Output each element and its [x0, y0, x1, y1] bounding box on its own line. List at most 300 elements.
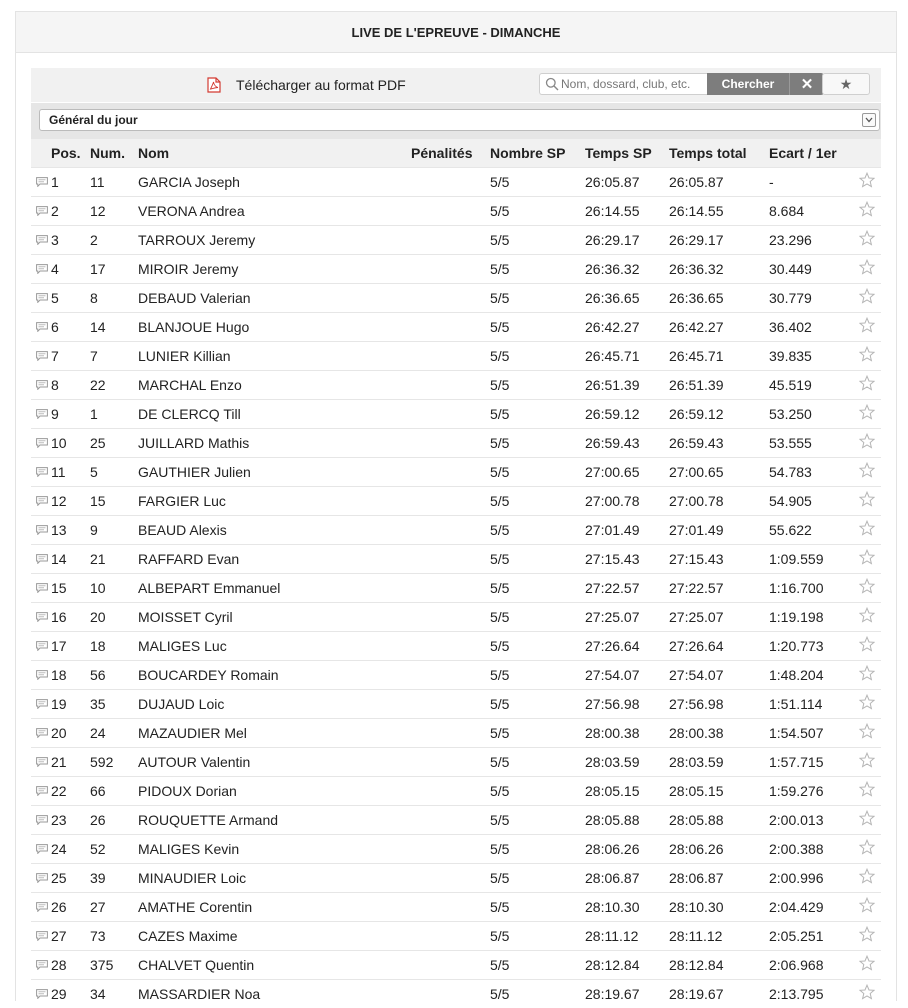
- table-row[interactable]: [31, 950, 881, 979]
- sp-time-cell: 26:05.87: [585, 167, 669, 196]
- favorite-cell: [859, 863, 881, 892]
- bib-cell: 12: [90, 196, 138, 225]
- comment-icon-cell: [31, 776, 51, 805]
- comment-icon-cell: [31, 950, 51, 979]
- comment-icon[interactable]: [36, 986, 48, 996]
- rank-cell: 12: [51, 486, 90, 515]
- comment-icon[interactable]: [36, 464, 48, 474]
- rider-name-cell: GARCIA Joseph: [138, 167, 411, 196]
- table-row[interactable]: [31, 921, 881, 950]
- sp-time-cell: 27:54.07: [585, 660, 669, 689]
- total-time-cell: 28:10.30: [669, 892, 769, 921]
- col-num: Num.: [90, 144, 125, 161]
- total-time-cell: 26:36.32: [669, 254, 769, 283]
- sp-count-cell: 5/5: [490, 457, 585, 486]
- table-row[interactable]: [31, 834, 881, 863]
- total-time-cell: 26:59.12: [669, 399, 769, 428]
- rider-name-cell: MASSARDIER Noa: [138, 979, 411, 1008]
- rider-name-cell: MOISSET Cyril: [138, 602, 411, 631]
- sp-time-cell: 27:15.43: [585, 544, 669, 573]
- bib-cell: 66: [90, 776, 138, 805]
- comment-icon[interactable]: [36, 899, 48, 909]
- favorite-cell: [859, 979, 881, 1008]
- comment-icon[interactable]: [36, 493, 48, 503]
- star-icon[interactable]: [859, 810, 875, 826]
- star-icon[interactable]: [859, 694, 875, 710]
- comment-icon[interactable]: [36, 638, 48, 648]
- sp-time-cell: 27:01.49: [585, 515, 669, 544]
- star-icon[interactable]: [859, 781, 875, 797]
- comment-icon[interactable]: [36, 290, 48, 300]
- favorite-cell: [859, 689, 881, 718]
- star-icon[interactable]: [859, 230, 875, 246]
- star-icon[interactable]: [859, 723, 875, 739]
- total-time-cell: 27:25.07: [669, 602, 769, 631]
- sp-count-cell: 5/5: [490, 834, 585, 863]
- bib-cell: 20: [90, 602, 138, 631]
- rank-cell: 14: [51, 544, 90, 573]
- table-row[interactable]: [31, 573, 881, 602]
- favorites-button[interactable]: [822, 73, 870, 95]
- star-icon[interactable]: [859, 665, 875, 681]
- sp-time-cell: 26:36.32: [585, 254, 669, 283]
- sp-count-cell: 5/5: [490, 544, 585, 573]
- col-total-time: Temps total: [669, 144, 747, 161]
- comment-icon[interactable]: [36, 232, 48, 242]
- rider-name-cell: CAZES Maxime: [138, 921, 411, 950]
- table-row[interactable]: [31, 457, 881, 486]
- gap-cell: 39.835: [769, 341, 859, 370]
- comment-icon[interactable]: [36, 841, 48, 851]
- favorite-cell: [859, 573, 881, 602]
- comment-icon[interactable]: [36, 667, 48, 677]
- gap-cell: 2:00.013: [769, 805, 859, 834]
- table-row[interactable]: [31, 167, 881, 196]
- sp-count-cell: 5/5: [490, 689, 585, 718]
- penalties-cell: [411, 747, 490, 776]
- penalties-cell: [411, 950, 490, 979]
- rider-name-cell: ROUQUETTE Armand: [138, 805, 411, 834]
- rider-name-cell: BEAUD Alexis: [138, 515, 411, 544]
- total-time-cell: 28:05.88: [669, 805, 769, 834]
- table-row[interactable]: [31, 283, 881, 312]
- rank-cell: 11: [51, 457, 90, 486]
- rank-cell: 27: [51, 921, 90, 950]
- gap-cell: 1:51.114: [769, 689, 859, 718]
- star-icon[interactable]: [859, 317, 875, 333]
- chevron-down-icon: [862, 113, 876, 127]
- rank-cell: 25: [51, 863, 90, 892]
- favorite-cell: [859, 428, 881, 457]
- bib-cell: 14: [90, 312, 138, 341]
- sp-time-cell: 26:36.65: [585, 283, 669, 312]
- gap-cell: 1:19.198: [769, 602, 859, 631]
- gap-cell: 1:59.276: [769, 776, 859, 805]
- comment-icon[interactable]: [36, 551, 48, 561]
- rank-cell: 15: [51, 573, 90, 602]
- favorite-cell: [859, 805, 881, 834]
- table-row[interactable]: [31, 399, 881, 428]
- penalties-cell: [411, 457, 490, 486]
- table-row[interactable]: [31, 747, 881, 776]
- clear-search-button[interactable]: [789, 73, 824, 95]
- bib-cell: 73: [90, 921, 138, 950]
- total-time-cell: 27:15.43: [669, 544, 769, 573]
- sp-time-cell: 28:11.12: [585, 921, 669, 950]
- table-row[interactable]: [31, 370, 881, 399]
- bib-cell: 52: [90, 834, 138, 863]
- total-time-cell: 26:42.27: [669, 312, 769, 341]
- star-icon[interactable]: [859, 433, 875, 449]
- comment-icon-cell: [31, 979, 51, 1008]
- comment-icon[interactable]: [36, 957, 48, 967]
- star-icon[interactable]: [859, 752, 875, 768]
- penalties-cell: [411, 718, 490, 747]
- star-icon[interactable]: [859, 636, 875, 652]
- table-row[interactable]: [31, 602, 881, 631]
- sp-time-cell: 26:59.12: [585, 399, 669, 428]
- bib-cell: 7: [90, 341, 138, 370]
- gap-cell: 2:06.968: [769, 950, 859, 979]
- comment-icon[interactable]: [36, 174, 48, 184]
- comment-icon[interactable]: [36, 870, 48, 880]
- comment-icon-cell: [31, 196, 51, 225]
- sp-time-cell: 28:06.26: [585, 834, 669, 863]
- sp-count-cell: 5/5: [490, 979, 585, 1008]
- comment-icon-cell: [31, 254, 51, 283]
- gap-cell: 30.779: [769, 283, 859, 312]
- table-row[interactable]: [31, 225, 881, 254]
- rank-cell: 28: [51, 950, 90, 979]
- gap-cell: 2:13.795: [769, 979, 859, 1008]
- star-icon[interactable]: [859, 868, 875, 884]
- favorite-cell: [859, 718, 881, 747]
- sp-count-cell: 5/5: [490, 602, 585, 631]
- star-icon[interactable]: [859, 549, 875, 565]
- sp-count-cell: 5/5: [490, 370, 585, 399]
- total-time-cell: 28:19.67: [669, 979, 769, 1008]
- favorite-cell: [859, 167, 881, 196]
- penalties-cell: [411, 602, 490, 631]
- penalties-cell: [411, 167, 490, 196]
- rider-name-cell: VERONA Andrea: [138, 196, 411, 225]
- penalties-cell: [411, 660, 490, 689]
- total-time-cell: 28:12.84: [669, 950, 769, 979]
- sp-time-cell: 26:14.55: [585, 196, 669, 225]
- penalties-cell: [411, 370, 490, 399]
- favorite-cell: [859, 834, 881, 863]
- star-icon[interactable]: [859, 288, 875, 304]
- gap-cell: -: [769, 167, 859, 196]
- bib-cell: 8: [90, 283, 138, 312]
- penalties-cell: [411, 892, 490, 921]
- star-icon[interactable]: [859, 462, 875, 478]
- total-time-cell: 27:54.07: [669, 660, 769, 689]
- favorite-cell: [859, 196, 881, 225]
- ranking-select[interactable]: [39, 109, 880, 131]
- comment-icon-cell: [31, 457, 51, 486]
- rider-name-cell: CHALVET Quentin: [138, 950, 411, 979]
- comment-icon[interactable]: [36, 580, 48, 590]
- table-row[interactable]: [31, 805, 881, 834]
- sp-time-cell: 28:03.59: [585, 747, 669, 776]
- table-row[interactable]: [31, 486, 881, 515]
- penalties-cell: [411, 834, 490, 863]
- star-icon[interactable]: [859, 259, 875, 275]
- total-time-cell: 26:14.55: [669, 196, 769, 225]
- rank-cell: 10: [51, 428, 90, 457]
- rank-cell: 16: [51, 602, 90, 631]
- gap-cell: 1:54.507: [769, 718, 859, 747]
- rank-cell: 19: [51, 689, 90, 718]
- rider-name-cell: RAFFARD Evan: [138, 544, 411, 573]
- search-group: [539, 73, 824, 95]
- search-input[interactable]: [559, 77, 696, 91]
- star-icon[interactable]: [859, 172, 875, 188]
- sp-time-cell: 27:22.57: [585, 573, 669, 602]
- comment-icon-cell: [31, 892, 51, 921]
- table-row[interactable]: [31, 428, 881, 457]
- comment-icon-cell: [31, 921, 51, 950]
- sp-count-cell: 5/5: [490, 225, 585, 254]
- comment-icon[interactable]: [36, 435, 48, 445]
- comment-icon-cell: [31, 602, 51, 631]
- sp-count-cell: 5/5: [490, 254, 585, 283]
- rank-cell: 26: [51, 892, 90, 921]
- gap-cell: 1:09.559: [769, 544, 859, 573]
- sp-count-cell: 5/5: [490, 747, 585, 776]
- col-fav: [859, 139, 881, 167]
- star-icon[interactable]: [859, 839, 875, 855]
- table-row[interactable]: [31, 196, 881, 225]
- favorite-cell: [859, 515, 881, 544]
- gap-cell: 53.555: [769, 428, 859, 457]
- star-icon[interactable]: [859, 491, 875, 507]
- total-time-cell: 26:05.87: [669, 167, 769, 196]
- comment-icon[interactable]: [36, 377, 48, 387]
- sp-count-cell: 5/5: [490, 399, 585, 428]
- table-row[interactable]: [31, 312, 881, 341]
- star-icon[interactable]: [859, 955, 875, 971]
- comment-icon-cell: [31, 718, 51, 747]
- favorite-cell: [859, 341, 881, 370]
- sp-time-cell: 28:12.84: [585, 950, 669, 979]
- star-icon[interactable]: [859, 520, 875, 536]
- comment-icon[interactable]: [36, 754, 48, 764]
- bib-cell: 375: [90, 950, 138, 979]
- penalties-cell: [411, 399, 490, 428]
- total-time-cell: 26:51.39: [669, 370, 769, 399]
- sp-count-cell: 5/5: [490, 921, 585, 950]
- penalties-cell: [411, 979, 490, 1008]
- gap-cell: 1:16.700: [769, 573, 859, 602]
- star-icon[interactable]: [859, 926, 875, 942]
- sp-time-cell: 27:26.64: [585, 631, 669, 660]
- sp-count-cell: 5/5: [490, 428, 585, 457]
- comment-icon[interactable]: [36, 348, 48, 358]
- bib-cell: 26: [90, 805, 138, 834]
- rider-name-cell: TARROUX Jeremy: [138, 225, 411, 254]
- sp-count-cell: 5/5: [490, 718, 585, 747]
- ranking-select-value: Général du jour: [49, 113, 138, 127]
- sp-time-cell: 26:42.27: [585, 312, 669, 341]
- sp-count-cell: 5/5: [490, 283, 585, 312]
- penalties-cell: [411, 515, 490, 544]
- bib-cell: 1: [90, 399, 138, 428]
- rider-name-cell: ALBEPART Emmanuel: [138, 573, 411, 602]
- comment-icon[interactable]: [36, 812, 48, 822]
- search-icon: [545, 77, 559, 91]
- comment-icon[interactable]: [36, 725, 48, 735]
- rider-name-cell: BLANJOUE Hugo: [138, 312, 411, 341]
- table-row[interactable]: [31, 776, 881, 805]
- table-row[interactable]: [31, 254, 881, 283]
- comment-icon-cell: [31, 689, 51, 718]
- bib-cell: 22: [90, 370, 138, 399]
- rank-cell: 3: [51, 225, 90, 254]
- sp-time-cell: 28:05.88: [585, 805, 669, 834]
- table-row[interactable]: [31, 544, 881, 573]
- close-icon: ✕: [800, 76, 814, 93]
- table-row[interactable]: [31, 863, 881, 892]
- table-row[interactable]: [31, 718, 881, 747]
- toolbar: [31, 68, 881, 102]
- sp-count-cell: 5/5: [490, 486, 585, 515]
- penalties-cell: [411, 776, 490, 805]
- bib-cell: 2: [90, 225, 138, 254]
- star-icon[interactable]: [859, 375, 875, 391]
- rider-name-cell: BOUCARDEY Romain: [138, 660, 411, 689]
- penalties-cell: [411, 921, 490, 950]
- favorite-cell: [859, 921, 881, 950]
- comment-icon[interactable]: [36, 928, 48, 938]
- bib-cell: 10: [90, 573, 138, 602]
- total-time-cell: 27:01.49: [669, 515, 769, 544]
- bib-cell: 592: [90, 747, 138, 776]
- comment-icon-cell: [31, 312, 51, 341]
- comment-icon[interactable]: [36, 696, 48, 706]
- penalties-cell: [411, 486, 490, 515]
- sp-count-cell: 5/5: [490, 776, 585, 805]
- rider-name-cell: MAZAUDIER Mel: [138, 718, 411, 747]
- rank-cell: 2: [51, 196, 90, 225]
- comment-icon-cell: [31, 863, 51, 892]
- sp-time-cell: 27:25.07: [585, 602, 669, 631]
- gap-cell: 2:05.251: [769, 921, 859, 950]
- table-row[interactable]: [31, 660, 881, 689]
- comment-icon-cell: [31, 225, 51, 254]
- favorite-cell: [859, 312, 881, 341]
- favorite-cell: [859, 602, 881, 631]
- rank-cell: 4: [51, 254, 90, 283]
- rider-name-cell: MALIGES Luc: [138, 631, 411, 660]
- penalties-cell: [411, 863, 490, 892]
- sp-count-cell: 5/5: [490, 341, 585, 370]
- sp-time-cell: 26:59.43: [585, 428, 669, 457]
- gap-cell: 2:04.429: [769, 892, 859, 921]
- sp-count-cell: 5/5: [490, 950, 585, 979]
- comment-icon-cell: [31, 341, 51, 370]
- bib-cell: 27: [90, 892, 138, 921]
- sp-time-cell: 27:00.65: [585, 457, 669, 486]
- sp-count-cell: 5/5: [490, 312, 585, 341]
- bib-cell: 18: [90, 631, 138, 660]
- bib-cell: 35: [90, 689, 138, 718]
- comment-icon[interactable]: [36, 261, 48, 271]
- comment-icon-cell: [31, 486, 51, 515]
- favorite-cell: [859, 457, 881, 486]
- comment-icon-cell: [31, 805, 51, 834]
- favorite-cell: [859, 399, 881, 428]
- star-icon[interactable]: [859, 607, 875, 623]
- download-pdf-label: Télécharger au format PDF: [236, 77, 406, 93]
- total-time-cell: 27:26.64: [669, 631, 769, 660]
- table-row[interactable]: [31, 689, 881, 718]
- table-row[interactable]: [31, 341, 881, 370]
- bib-cell: 24: [90, 718, 138, 747]
- star-icon[interactable]: [859, 578, 875, 594]
- sp-time-cell: 26:29.17: [585, 225, 669, 254]
- rank-cell: 6: [51, 312, 90, 341]
- sp-count-cell: 5/5: [490, 863, 585, 892]
- rank-cell: 20: [51, 718, 90, 747]
- gap-cell: 54.905: [769, 486, 859, 515]
- comment-icon[interactable]: [36, 783, 48, 793]
- total-time-cell: 27:22.57: [669, 573, 769, 602]
- col-pos: Pos.: [51, 144, 81, 161]
- sp-count-cell: 5/5: [490, 892, 585, 921]
- sp-time-cell: 26:45.71: [585, 341, 669, 370]
- rank-cell: 29: [51, 979, 90, 1008]
- star-icon[interactable]: [859, 984, 875, 1000]
- star-icon[interactable]: [859, 346, 875, 362]
- comment-icon[interactable]: [36, 522, 48, 532]
- search-button[interactable]: Chercher: [707, 73, 789, 95]
- star-icon[interactable]: [859, 404, 875, 420]
- download-pdf-link[interactable]: [207, 76, 406, 94]
- comment-icon[interactable]: [36, 406, 48, 416]
- filter-bar: [31, 103, 881, 139]
- table-row[interactable]: [31, 892, 881, 921]
- sp-time-cell: 28:06.87: [585, 863, 669, 892]
- comment-icon[interactable]: [36, 319, 48, 329]
- sp-count-cell: 5/5: [490, 660, 585, 689]
- table-row[interactable]: [31, 979, 881, 1008]
- table-row[interactable]: [31, 631, 881, 660]
- sp-count-cell: 5/5: [490, 167, 585, 196]
- comment-icon-cell: [31, 834, 51, 863]
- bib-cell: 34: [90, 979, 138, 1008]
- penalties-cell: [411, 428, 490, 457]
- star-icon[interactable]: [859, 897, 875, 913]
- star-icon[interactable]: [859, 201, 875, 217]
- total-time-cell: 27:56.98: [669, 689, 769, 718]
- rank-cell: 8: [51, 370, 90, 399]
- bib-cell: 56: [90, 660, 138, 689]
- favorite-cell: [859, 950, 881, 979]
- gap-cell: 54.783: [769, 457, 859, 486]
- comment-icon[interactable]: [36, 609, 48, 619]
- penalties-cell: [411, 631, 490, 660]
- penalties-cell: [411, 573, 490, 602]
- sp-time-cell: 26:51.39: [585, 370, 669, 399]
- comment-icon[interactable]: [36, 203, 48, 213]
- table-row[interactable]: [31, 515, 881, 544]
- sp-count-cell: 5/5: [490, 805, 585, 834]
- penalties-cell: [411, 283, 490, 312]
- gap-cell: 55.622: [769, 515, 859, 544]
- rank-cell: 18: [51, 660, 90, 689]
